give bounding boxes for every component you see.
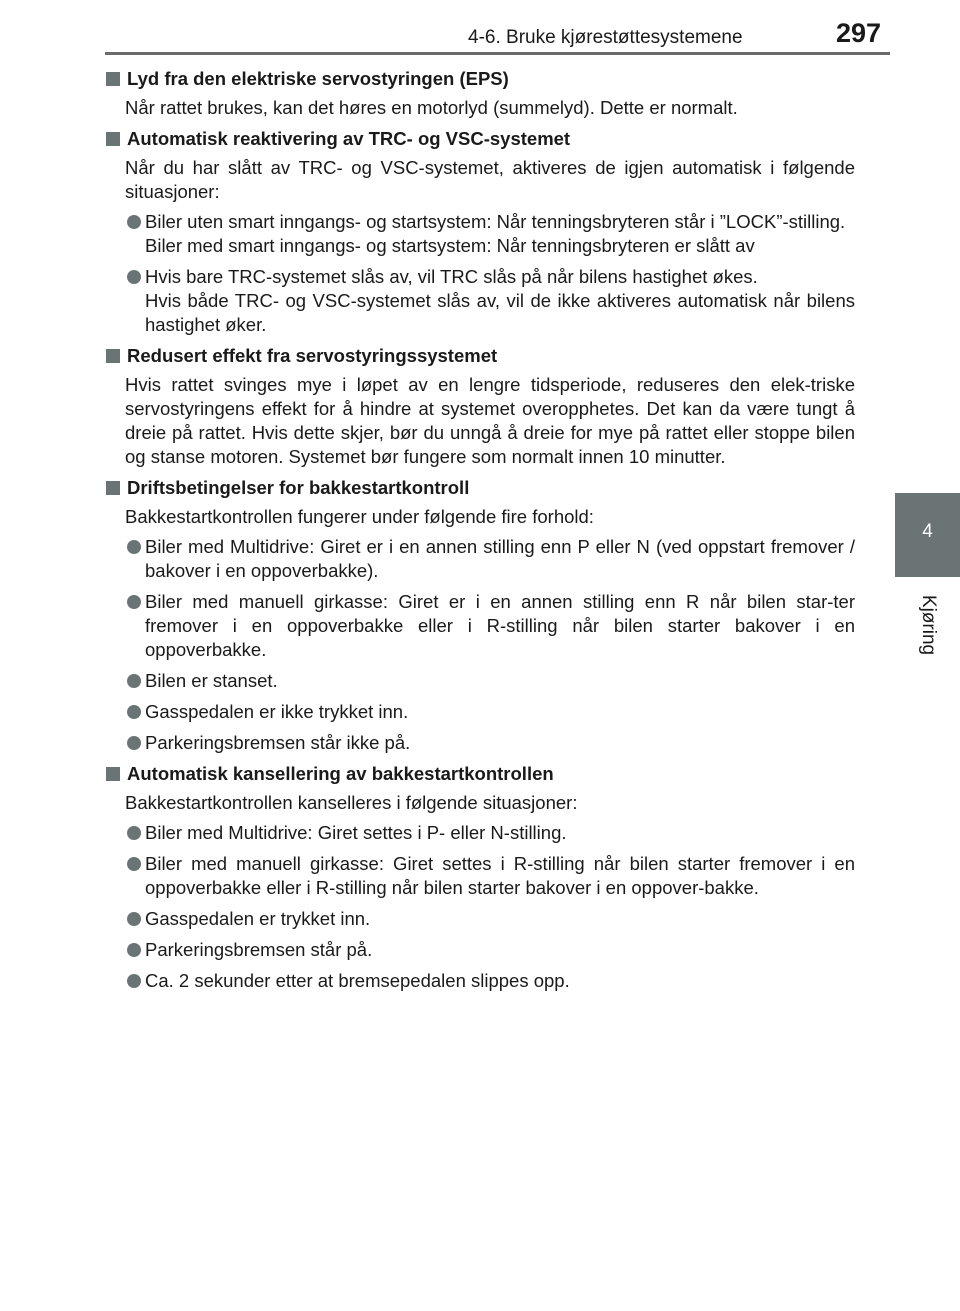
round-bullet-icon xyxy=(127,974,141,988)
list-item xyxy=(105,535,855,583)
list-item xyxy=(105,938,855,962)
header-rule xyxy=(105,52,890,55)
round-bullet-icon xyxy=(127,826,141,840)
list-item xyxy=(105,700,855,724)
round-bullet-icon xyxy=(127,736,141,750)
section-heading xyxy=(105,127,855,151)
round-bullet-icon xyxy=(127,674,141,688)
section-heading xyxy=(105,762,855,786)
round-bullet-icon xyxy=(127,912,141,926)
round-bullet-icon xyxy=(127,595,141,609)
list-item-text: Biler med Multidrive: Giret settes i P- eller N-stilling. xyxy=(145,822,567,843)
list-item-text: Biler med manuell girkasse: Giret settes i R-stilling når bilen starter fremover i en oppoverbakke eller i R-stilling når bilen starter bakover i en oppover-bakke. xyxy=(145,853,855,898)
list-item-text: Parkeringsbremsen står ikke på. xyxy=(145,732,411,753)
section-trc-vsc-reactivation xyxy=(105,127,855,337)
list-item xyxy=(105,265,855,337)
square-bullet-icon xyxy=(106,481,120,495)
square-bullet-icon xyxy=(106,767,120,781)
chapter-label xyxy=(895,585,960,665)
round-bullet-icon xyxy=(127,857,141,871)
list-item-text-continued: Biler med smart inngangs- og startsystem: Når tenningsbryteren er slått av xyxy=(145,235,755,256)
list-item-text: Hvis bare TRC-systemet slås av, vil TRC slås på når bilens hastighet økes. xyxy=(145,266,758,287)
chapter-tab xyxy=(895,493,960,577)
square-bullet-icon xyxy=(106,349,120,363)
list-item xyxy=(105,821,855,845)
section-heading-text: Driftsbetingelser for bakkestartkontroll xyxy=(127,477,470,498)
section-paragraph: Bakkestartkontrollen fungerer under følgende fire forhold: xyxy=(125,506,594,527)
section-hill-start-cancellation xyxy=(105,762,855,993)
section-paragraph: Bakkestartkontrollen kanselleres i følgende situasjoner: xyxy=(125,792,578,813)
section-heading xyxy=(105,476,855,500)
list-item xyxy=(105,907,855,931)
list-item xyxy=(105,731,855,755)
section-heading-text: Lyd fra den elektriske servostyringen (EPS) xyxy=(127,68,509,89)
list-item-text-continued: Hvis både TRC- og VSC-systemet slås av, vil de ikke aktiveres automatisk når bilens hastighet øker. xyxy=(145,290,855,335)
section-paragraph: Når rattet brukes, kan det høres en motorlyd (summelyd). Dette er normalt. xyxy=(125,97,738,118)
section-eps-sound xyxy=(105,67,855,120)
page-number: 297 xyxy=(836,18,882,48)
section-heading xyxy=(105,67,855,91)
round-bullet-icon xyxy=(127,705,141,719)
square-bullet-icon xyxy=(106,72,120,86)
section-heading xyxy=(105,344,855,368)
section-paragraph: Når du har slått av TRC- og VSC-systemet, aktiveres de igjen automatisk i følgende situasjoner: xyxy=(125,157,855,202)
round-bullet-icon xyxy=(127,270,141,284)
list-item xyxy=(105,590,855,662)
chapter-label-text: Kjøring xyxy=(917,594,939,656)
round-bullet-icon xyxy=(127,540,141,554)
header-section-title: 4-6. Bruke kjørestøttesystemene xyxy=(468,27,743,48)
section-paragraph: Hvis rattet svinges mye i løpet av en lengre tidsperiode, reduseres den elek-triske servostyringens effekt for å hindre at systemet overopphetes. Det kan da være tungt å dreie på rattet. Hvis dette skjer, bør du unngå å dreie for mye på rattet eller stoppe bilen og stanse motoren. Systemet bør fungere som normalt innen 10 minutter. xyxy=(125,374,855,467)
list-item xyxy=(105,969,855,993)
section-heading-text: Redusert effekt fra servostyringssystemet xyxy=(127,345,498,366)
list-item xyxy=(105,669,855,693)
list-item-text: Gasspedalen er ikke trykket inn. xyxy=(145,701,409,722)
round-bullet-icon xyxy=(127,215,141,229)
list-item xyxy=(105,852,855,900)
page-content xyxy=(105,67,855,1000)
list-item-text: Parkeringsbremsen står på. xyxy=(145,939,373,960)
chapter-tab-number: 4 xyxy=(922,521,933,542)
section-heading-text: Automatisk reaktivering av TRC- og VSC-systemet xyxy=(127,128,571,149)
list-item-text: Biler uten smart inngangs- og startsystem: Når tenningsbryteren står i ”LOCK”-stilling. xyxy=(145,211,846,232)
list-item-text: Biler med manuell girkasse: Giret er i en annen stilling enn R når bilen star-ter fremover i en oppoverbakke eller i R-stilling når bilen starter bakover i en oppoverbakke. xyxy=(145,591,855,660)
square-bullet-icon xyxy=(106,132,120,146)
list-item-text: Gasspedalen er trykket inn. xyxy=(145,908,371,929)
section-heading-text: Automatisk kansellering av bakkestartkontrollen xyxy=(127,763,554,784)
list-item xyxy=(105,210,855,258)
section-reduced-power-steering xyxy=(105,344,855,469)
list-item-text: Ca. 2 sekunder etter at bremsepedalen slippes opp. xyxy=(145,970,570,991)
section-hill-start-conditions xyxy=(105,476,855,755)
list-item-text: Biler med Multidrive: Giret er i en annen stilling enn P eller N (ved oppstart fremover / bakover i en oppoverbakke). xyxy=(145,536,855,581)
round-bullet-icon xyxy=(127,943,141,957)
list-item-text: Bilen er stanset. xyxy=(145,670,278,691)
